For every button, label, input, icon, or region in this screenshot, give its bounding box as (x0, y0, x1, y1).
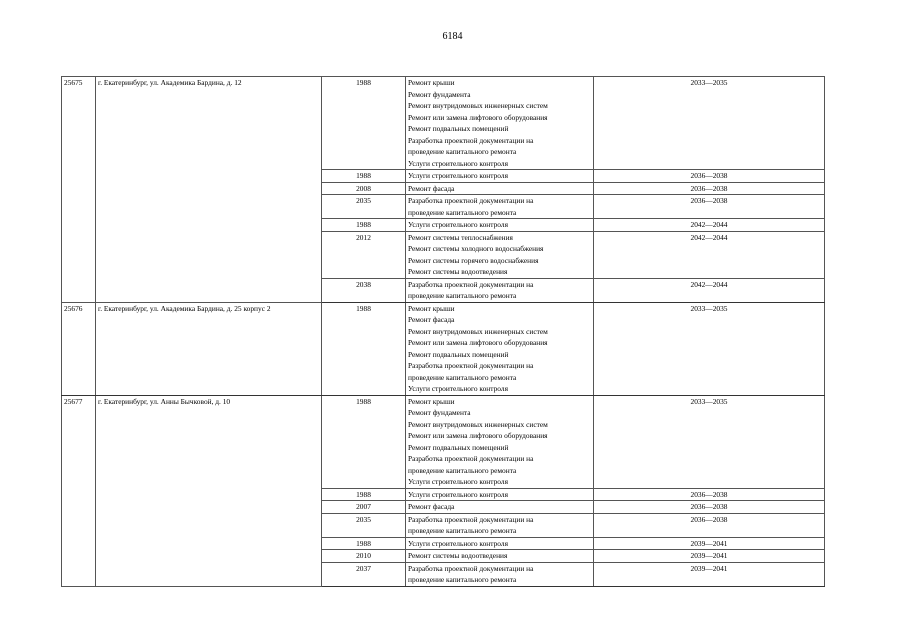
work-types (406, 562, 594, 586)
table-row (62, 395, 825, 488)
work-item: Услуги строительного контроля (408, 158, 508, 168)
work-types (406, 488, 594, 501)
last-repair-year: 2038 (322, 278, 406, 302)
work-types (406, 395, 594, 488)
building-number: 25677 (62, 395, 96, 586)
planned-period: 2033—2035 (594, 77, 825, 170)
work-item: Ремонт системы водоотведения (408, 267, 508, 276)
work-item: Услуги строительного контроля (408, 220, 508, 229)
planned-period: 2036—2038 (594, 170, 825, 183)
work-item: Ремонт или замена лифтового оборудования (408, 338, 548, 347)
work-types (406, 170, 594, 183)
work-item: Ремонт фасада (408, 183, 455, 193)
building-number: 25676 (62, 302, 96, 395)
last-repair-year: 2010 (322, 550, 406, 563)
work-item: Разработка проектной документации на (408, 514, 534, 524)
planned-period: 2036—2038 (594, 488, 825, 501)
last-repair-year: 2007 (322, 501, 406, 514)
work-item: Ремонт подвальных помещений (408, 442, 509, 452)
work-item: Ремонт крыши (408, 396, 455, 406)
planned-period: 2033—2035 (594, 302, 825, 395)
last-repair-year: 2008 (322, 182, 406, 195)
last-repair-year: 2037 (322, 562, 406, 586)
last-repair-year: 2035 (322, 513, 406, 537)
table-body (62, 77, 825, 587)
building-address: г. Екатеринбург, ул. Анны Бычковой, д. 10 (96, 395, 322, 586)
building-address: г. Екатеринбург, ул. Академика Бардина, д. 25 корпус 2 (96, 302, 322, 395)
work-item: проведение капитального ремонта (408, 465, 517, 475)
page-number: 6184 (442, 31, 463, 42)
planned-period: 2036—2038 (594, 513, 825, 537)
work-item: Разработка проектной документации на (408, 279, 534, 289)
work-types (406, 278, 594, 302)
work-item: Ремонт системы холодного водоснабжения (408, 244, 544, 253)
planned-period: 2039—2041 (594, 537, 825, 550)
last-repair-year: 1988 (322, 219, 406, 232)
work-item: Ремонт внутридомовых инженерных систем (408, 101, 548, 110)
last-repair-year: 1988 (322, 488, 406, 501)
building-address: г. Екатеринбург, ул. Академика Бардина, д. 12 (96, 77, 322, 303)
planned-period: 2039—2041 (594, 550, 825, 563)
work-item: Ремонт системы теплоснабжения (408, 232, 513, 242)
work-item: Ремонт или замена лифтового оборудования (408, 112, 548, 122)
work-item: Ремонт фасада (408, 502, 455, 511)
work-item: проведение капитального ремонта (408, 372, 517, 382)
planned-period: 2042—2044 (594, 219, 825, 232)
last-repair-year: 2035 (322, 195, 406, 219)
work-item: Ремонт или замена лифтового оборудования (408, 431, 548, 440)
work-item: Услуги строительного контроля (408, 171, 508, 180)
work-item: проведение капитального ремонта (408, 575, 517, 584)
building-number: 25675 (62, 77, 96, 303)
work-types (406, 537, 594, 550)
last-repair-year: 1988 (322, 302, 406, 395)
work-item: проведение капитального ремонта (408, 207, 517, 217)
work-types (406, 501, 594, 514)
work-item: Услуги строительного контроля (408, 477, 508, 486)
work-item: Ремонт подвальных помещений (408, 349, 509, 359)
work-item: проведение капитального ремонта (408, 526, 517, 535)
table-row (62, 302, 825, 395)
work-item: Услуги строительного контроля (408, 384, 508, 393)
work-types (406, 550, 594, 563)
work-item: Ремонт фундамента (408, 408, 471, 417)
work-item: Ремонт крыши (408, 78, 455, 87)
planned-period: 2039—2041 (594, 562, 825, 586)
work-item: Ремонт крыши (408, 303, 455, 313)
work-item: Услуги строительного контроля (408, 489, 508, 499)
planned-period: 2042—2044 (594, 231, 825, 278)
last-repair-year: 1988 (322, 395, 406, 488)
work-item: Разработка проектной документации на (408, 196, 534, 205)
planned-period: 2036—2038 (594, 501, 825, 514)
planned-period: 2042—2044 (594, 278, 825, 302)
table-row (62, 77, 825, 170)
work-item: Ремонт внутридомовых инженерных систем (408, 419, 548, 429)
work-item: Ремонт системы водоотведения (408, 551, 508, 560)
capital-repair-table (61, 76, 825, 587)
work-item: проведение капитального ремонта (408, 291, 517, 300)
work-types (406, 302, 594, 395)
planned-period: 2036—2038 (594, 195, 825, 219)
work-item: Ремонт подвальных помещений (408, 124, 509, 133)
work-types (406, 195, 594, 219)
last-repair-year: 2012 (322, 231, 406, 278)
work-item: Ремонт системы горячего водоснабжения (408, 255, 539, 265)
work-item: Разработка проектной документации на (408, 563, 534, 573)
planned-period: 2036—2038 (594, 182, 825, 195)
work-item: проведение капитального ремонта (408, 147, 517, 156)
last-repair-year: 1988 (322, 170, 406, 183)
planned-period: 2033—2035 (594, 395, 825, 488)
work-item: Разработка проектной документации на (408, 454, 534, 463)
work-item: Ремонт фасада (408, 315, 455, 324)
last-repair-year: 1988 (322, 77, 406, 170)
work-types (406, 182, 594, 195)
work-item: Разработка проектной документации на (408, 135, 534, 145)
work-item: Разработка проектной документации на (408, 361, 534, 370)
work-item: Ремонт внутридомовых инженерных систем (408, 326, 548, 336)
work-item: Ремонт фундамента (408, 89, 471, 99)
work-types (406, 231, 594, 278)
work-types (406, 77, 594, 170)
work-types (406, 513, 594, 537)
work-types (406, 219, 594, 232)
work-item: Услуги строительного контроля (408, 538, 508, 548)
last-repair-year: 1988 (322, 537, 406, 550)
